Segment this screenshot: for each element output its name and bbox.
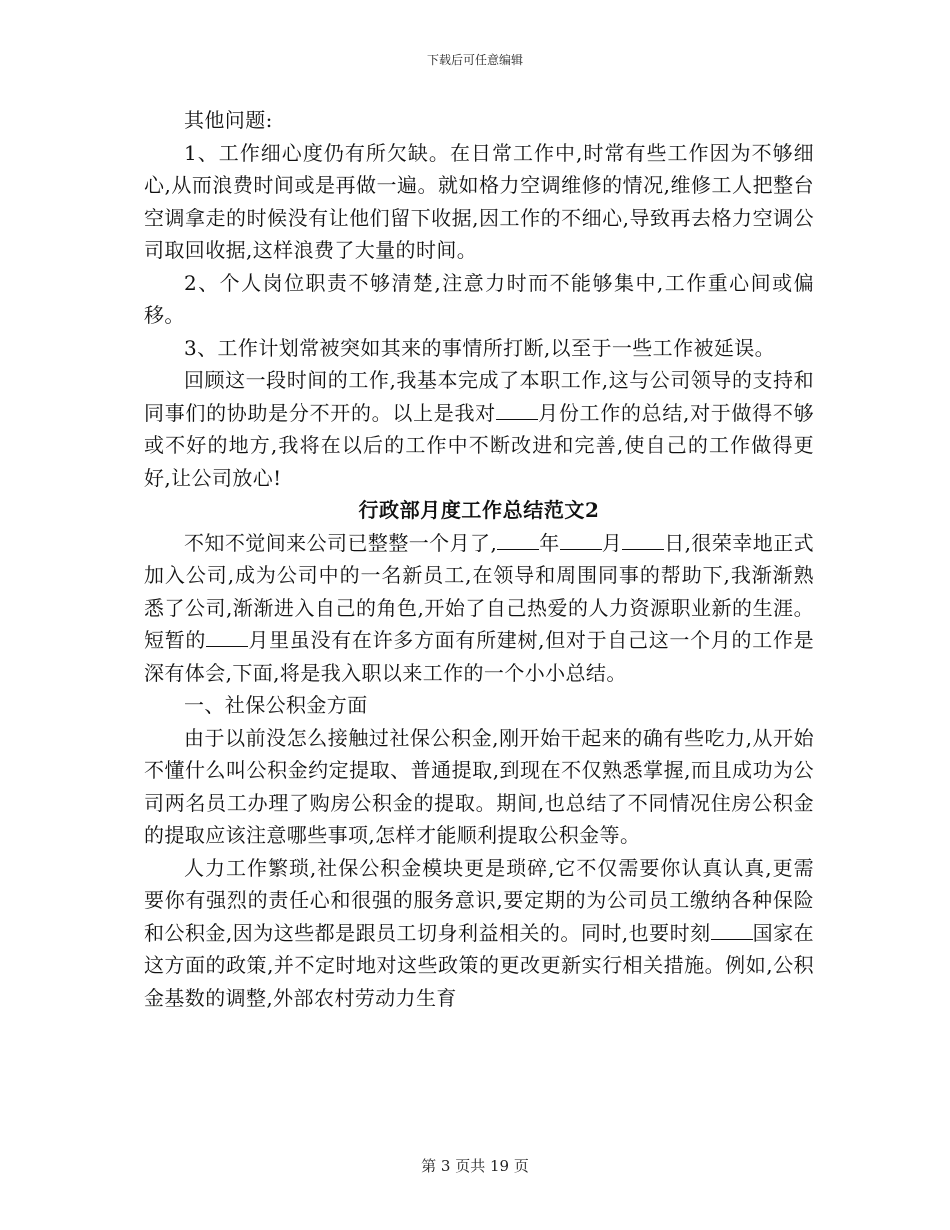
page-header <box>0 52 950 68</box>
subheading-social-security: 一、社保公积金方面 <box>184 693 368 717</box>
intro-text-part-3: 月里虽没有在许多方面有所建树,但对于自己这一个月的工作是深有体会,下面,将是我入职以来工作的一个小小总结。 <box>144 628 814 685</box>
hr-text-part-1: 人力工作繁琐,社保公积金模块更是琐碎,它不仅需要你认真认真,更需要你有强烈的责任心和很强的服务意识,要定期的为公司员工缴纳各种保险和公积金,因为这些都是跟员工切身利益相关的。同时,也要时刻 <box>144 855 814 945</box>
page-number: 第 3 页共 19 页 <box>421 1157 529 1175</box>
hr-text-part-2: 国家在这方面的政策,并不定时地对这些政策的更改更新实行相关措施。例如,公积金基数的调整,外部农村劳动力生育 <box>144 920 814 1010</box>
header-text: 下载后可任意编辑 <box>426 53 523 67</box>
intro-month-label: 月 <box>601 530 623 555</box>
intro-text-part-2: 日,很荣幸地正式加入公司,成为公司中的一名新员工,在领导和周围同事的帮助下,我渐渐熟悉了公司,渐渐进入自己的角色,开始了自己热爱的人力资源职业新的生涯。短暂的 <box>144 530 814 652</box>
blank-underline <box>622 531 664 550</box>
blank-underline <box>206 628 248 647</box>
paragraph-review <box>144 364 814 494</box>
intro-year-label: 年 <box>539 530 560 555</box>
paragraph-issue-3: 3、工作计划常被突如其来的事情所打断,以至于一些工作被延误。 <box>184 335 776 360</box>
blank-underline <box>560 531 602 550</box>
document-body <box>144 104 814 1014</box>
intro-text-part-1: 不知不觉间来公司已整整一个月了, <box>184 530 498 555</box>
page-footer <box>0 1156 950 1176</box>
paragraph-housing-fund: 由于以前没怎么接触过社保公积金,刚开始干起来的确有些吃力,从开始不懂什么叫公积金约定提取、普通提取,到现在不仅熟悉掌握,而且成功为公司两名员工办理了购房公积金的提取。期间,也总结了不同情况住房公积金的提取应该注意哪些事项,怎样才能顺利提取公积金等。 <box>144 725 814 847</box>
paragraph-intro <box>144 527 814 690</box>
paragraph-other-issues: 其他问题: <box>184 108 273 132</box>
review-text-part-2: 月份工作的总结,对于做得不够或不好的地方,我将在以后的工作中不断改进和完善,使自己的工作做得更好,让公司放心! <box>144 400 814 490</box>
review-text-part-1: 回顾这一段时间的工作,我基本完成了本职工作,这与公司领导的支持和同事们的协助是分不开的。以上是我对 <box>144 368 814 425</box>
blank-underline <box>496 401 538 420</box>
blank-underline <box>497 531 539 550</box>
paragraph-hr-work <box>144 852 814 1015</box>
section-title: 行政部月度工作总结范文2 <box>358 498 600 522</box>
blank-underline <box>711 921 753 940</box>
paragraph-issue-2: 2、个人岗位职责不够清楚,注意力时而不能够集中,工作重心间或偏移。 <box>144 270 814 327</box>
paragraph-issue-1: 1、工作细心度仍有所欠缺。在日常工作中,时常有些工作因为不够细心,从而浪费时间或是再做一遍。就如格力空调维修的情况,维修工人把整台空调拿走的时候没有让他们留下收据,因工作的不细心,导致再去格力空调公司取回收据,这样浪费了大量的时间。 <box>144 140 814 262</box>
